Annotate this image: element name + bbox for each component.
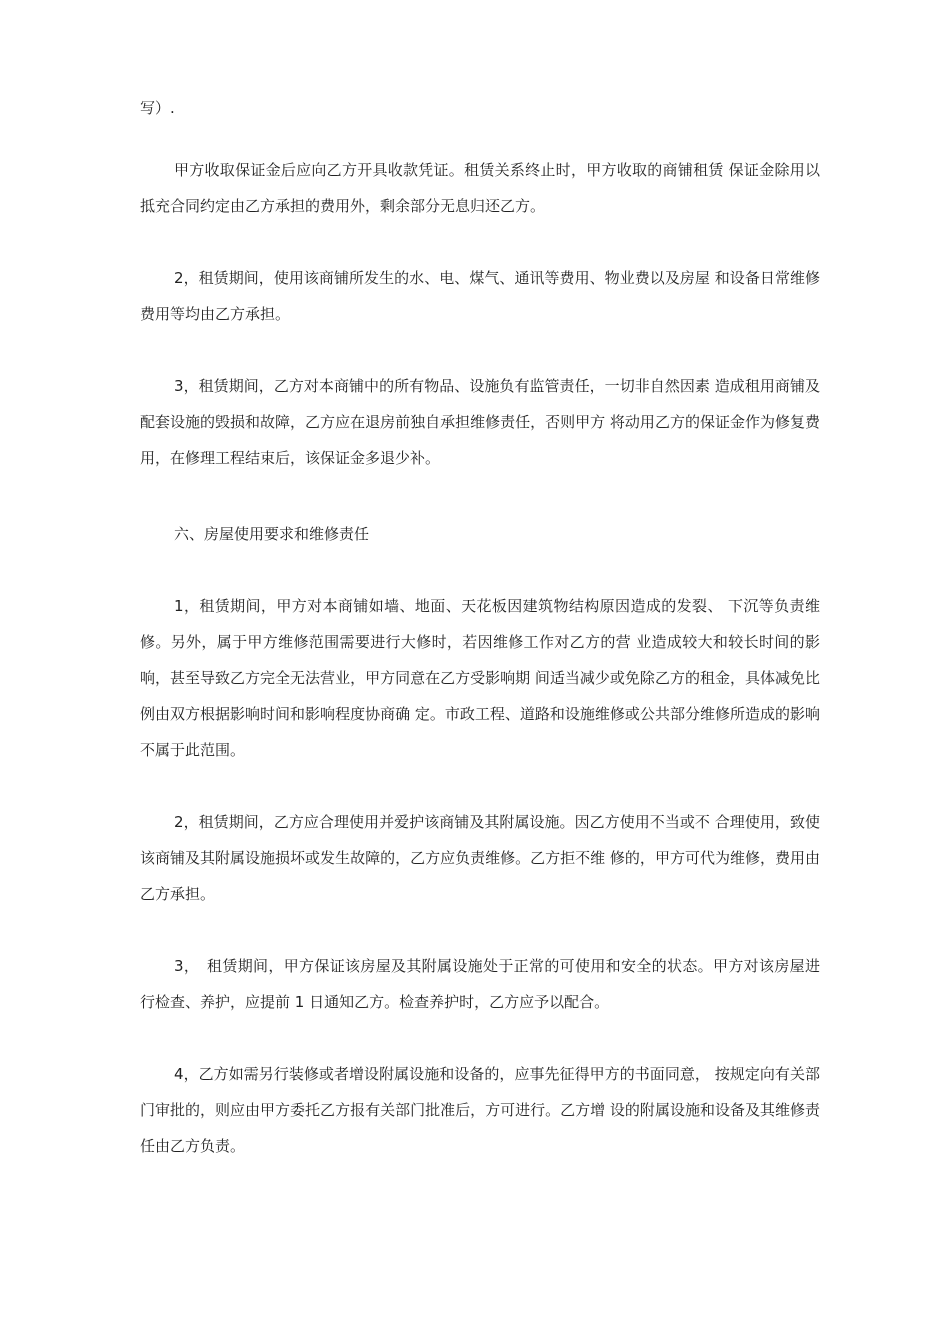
paragraph-clause-2-fees: 2，租赁期间，使用该商铺所发生的水、电、煤气、通讯等费用、物业费以及房屋 和设备日常维修费用等均由乙方承担。 [140, 269, 820, 323]
paragraph-clause-3-supervision: 3，租赁期间，乙方对本商铺中的所有物品、设施负有监管责任，一切非自然因素 造成租用商铺及配套设施的毁损和故障，乙方应在退房前独自承担维修责任，否则甲方 将动用乙方的保证金作为修复费用，在修理工程结束后，该保证金多退少补。 [140, 377, 820, 467]
section-heading-6: 六、房屋使用要求和维修责任 [174, 525, 370, 543]
paragraph-deposit-receipt: 甲方收取保证金后应向乙方开具收款凭证。租赁关系终止时，甲方收取的商铺租赁 保证金除用以抵充合同约定由乙方承担的费用外，剩余部分无息归还乙方。 [140, 161, 820, 215]
paragraph-clause-4-renovation: 4，乙方如需另行装修或者增设附属设施和设备的，应事先征得甲方的书面同意， 按规定向有关部门审批的，则应由甲方委托乙方报有关部门批准后，方可进行。乙方增 设的附属设施和设备及其维修责任由乙方负责。 [140, 1065, 820, 1155]
paragraph-continuation: 写）. [140, 99, 175, 117]
paragraph-clause-2-proper-use: 2，租赁期间，乙方应合理使用并爱护该商铺及其附属设施。因乙方使用不当或不 合理使用，致使该商铺及其附属设施损坏或发生故障的，乙方应负责维修。乙方拒不维 修的，甲方可代为维修，费用由乙方承担。 [140, 813, 820, 903]
paragraph-clause-3-inspection: 3， 租赁期间，甲方保证该房屋及其附属设施处于正常的可使用和安全的状态。甲方对该房屋进行检查、养护，应提前 1 日通知乙方。检查养护时，乙方应予以配合。 [140, 957, 820, 1011]
paragraph-clause-1-repairs: 1，租赁期间，甲方对本商铺如墙、地面、天花板因建筑物结构原因造成的发裂、 下沉等负责维修。另外，属于甲方维修范围需要进行大修时，若因维修工作对乙方的营 业造成较大和较长时间的影响，甚至导致乙方完全无法营业，甲方同意在乙方受影响期 间适当减少或免除乙方的租金，具体减免比例由双方根据影响时间和影响程度协商确 定。市政工程、道路和设施维修或公共部分维修所造成的影响不属于此范围。 [140, 597, 820, 759]
